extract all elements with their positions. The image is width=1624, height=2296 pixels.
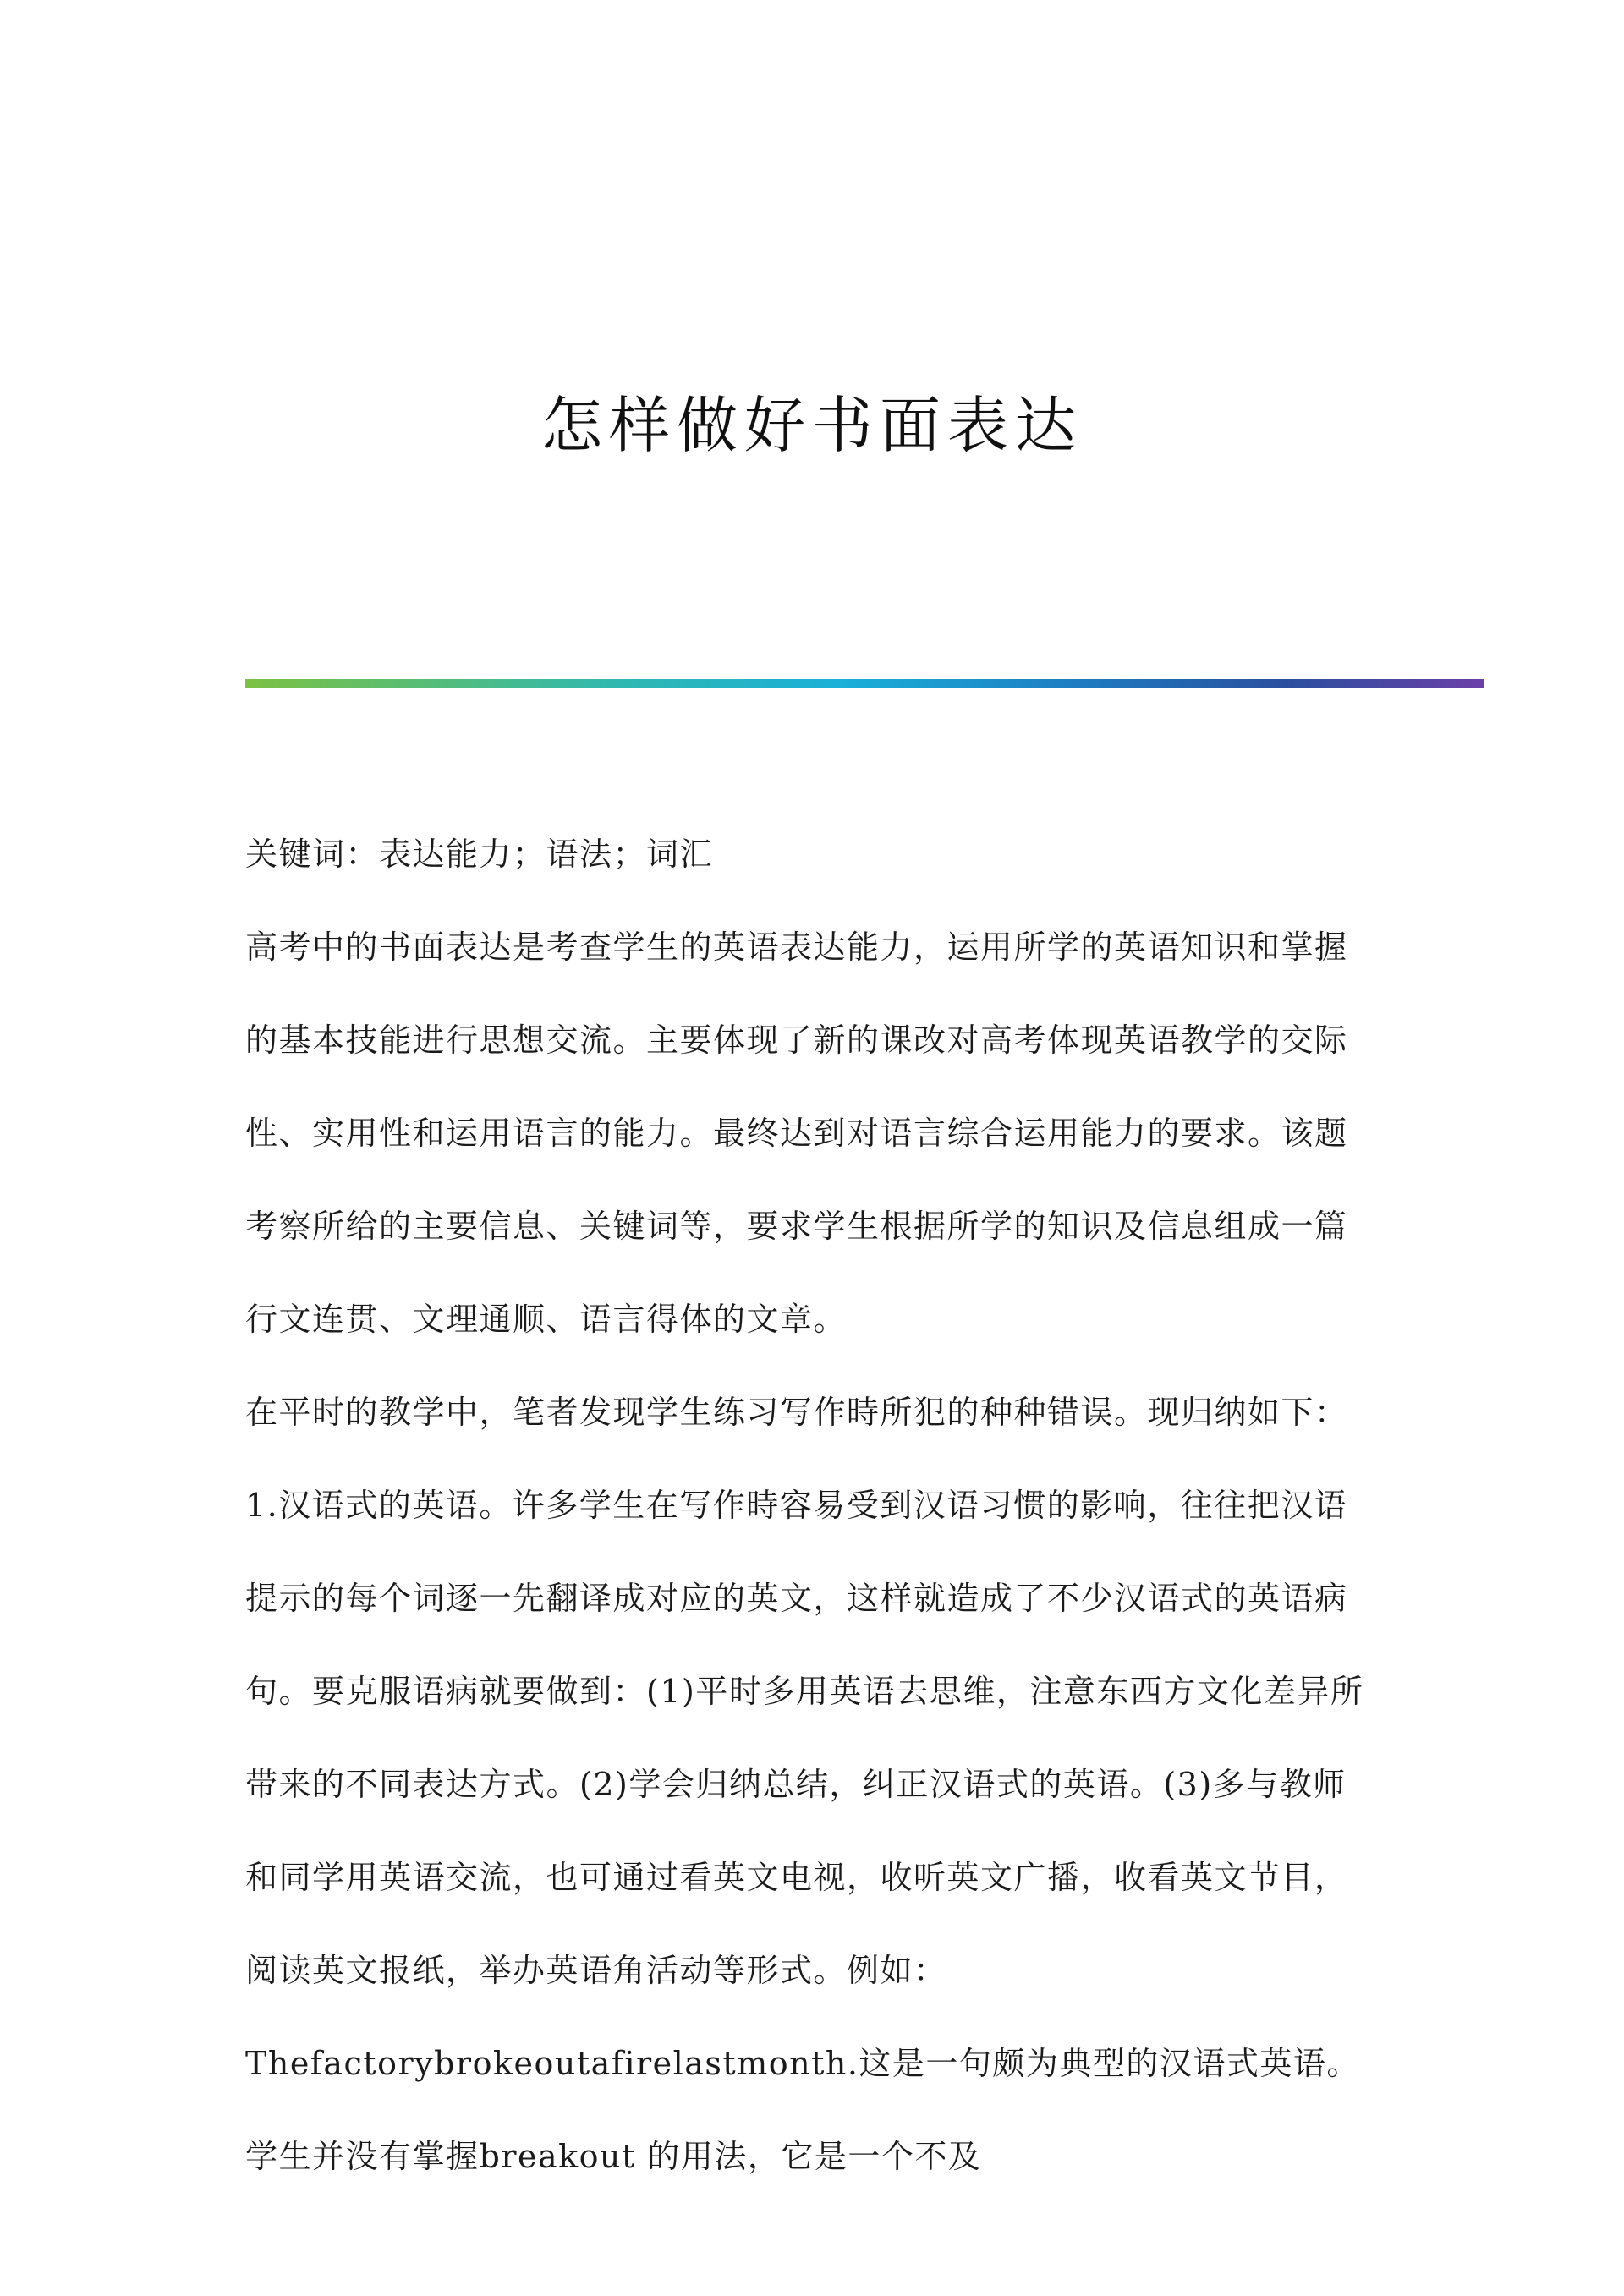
page-title: 怎样做好书面表达 [540,390,1083,462]
paragraph-intro: 高考中的书面表达是考查学生的英语表达能力，运用所学的英语知识和掌握的基本技能进行思想交流。主要体现了新的课改对高考体现英语教学的交际性、实用性和运用语言的能力。最终达到对语言综合运用能力的要求。该题考察所给的主要信息、关键词等，要求学生根据所学的知识及信息组成一篇行文连贯、文理通顺、语言得体的文章。 [245,929,1348,1338]
paragraph-observation: 在平时的教学中，笔者发现学生练习写作時所犯的种种错误。现归纳如下： [245,1394,1348,1431]
title-divider [245,679,1484,688]
document-body [245,808,1379,2203]
keywords-line: 关键词：表达能力；语法；词汇 [245,836,714,873]
paragraph-point-1: 1.汉语式的英语。许多学生在写作時容易受到汉语习惯的影响，往往把汉语提示的每个词逐一先翻译成对应的英文，这样就造成了不少汉语式的英语病句。要克服语病就要做到：(1)平时多用英语去思维，注意东西方文化差异所带来的不同表达方式。(2)学会归纳总结，纠正汉语式的英语。(3)多与教师和同学用英语交流，也可通过看英文电视，收听英文广播，收看英文节目，阅读英文报纸，举办英语角活动等形式。例如：Thefactorybrokeoutafirelastmonth.这是一句颇为典型的汉语式英语。学生并没有掌握breakout 的用法，它是一个不及 [245,1487,1364,2175]
